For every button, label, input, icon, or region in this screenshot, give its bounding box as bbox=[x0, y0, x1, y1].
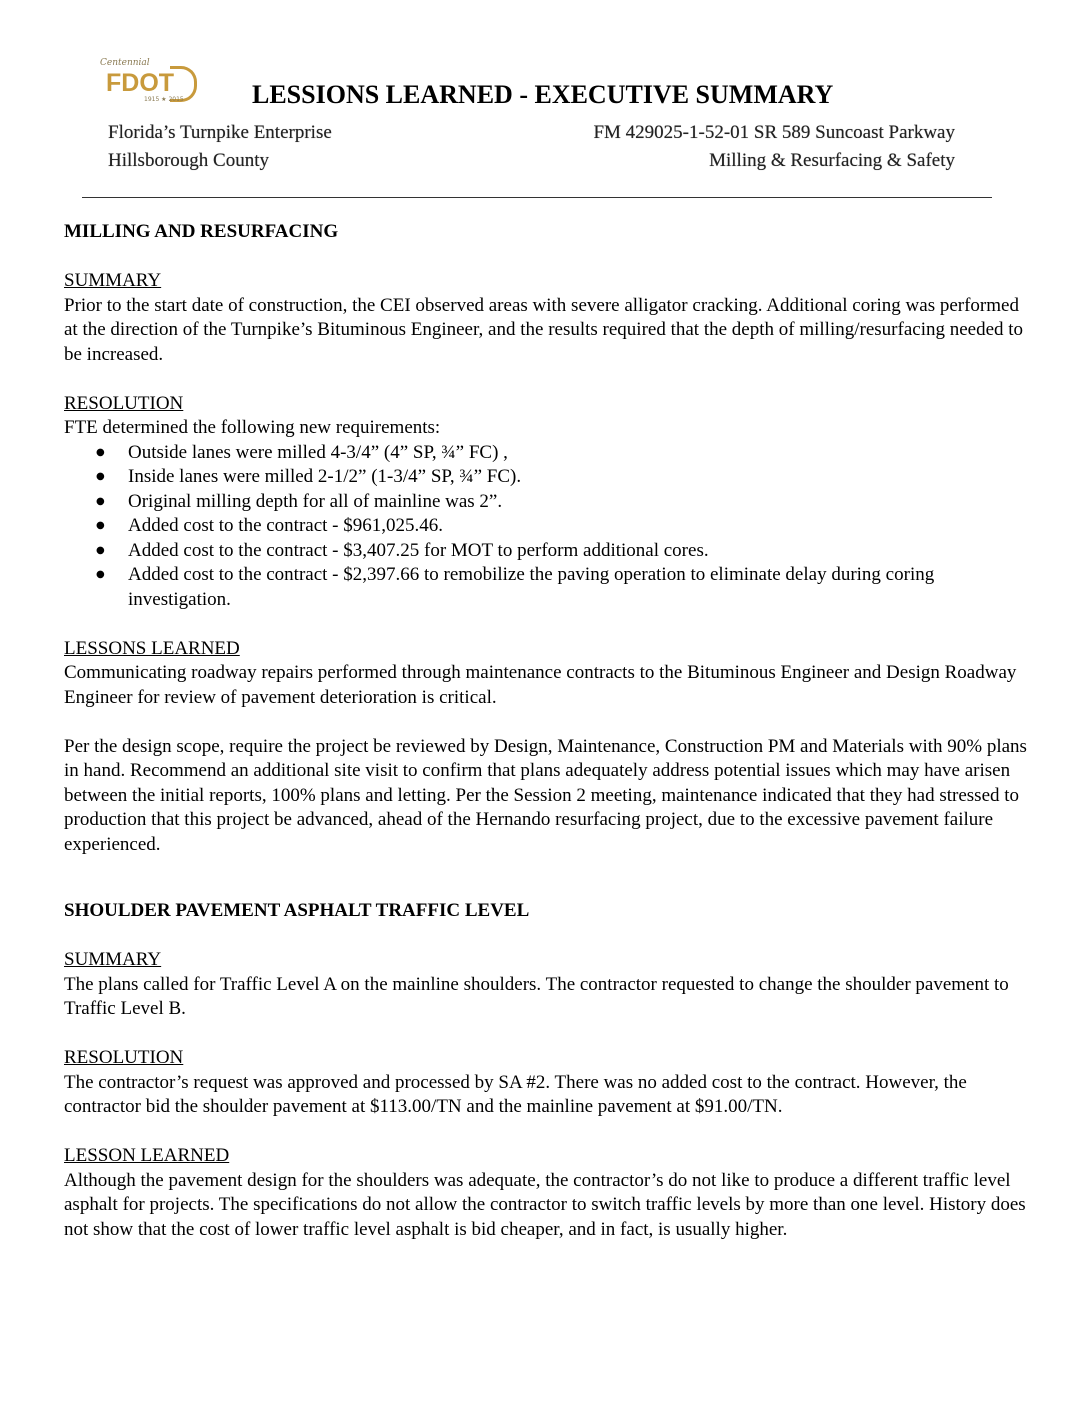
document-title: LESSIONS LEARNED - EXECUTIVE SUMMARY bbox=[252, 80, 834, 109]
section-heading-milling: MILLING AND RESURFACING bbox=[64, 221, 339, 242]
list-item: ● Inside lanes were milled 2-1/2” (1-3/4” SP, ¾” FC). bbox=[64, 465, 1034, 490]
logo-years-text: 1915 ★ 2015 bbox=[144, 96, 184, 103]
summary-text: The plans called for Traffic Level A on the mainline shoulders. The contractor requested to change the shoulder pavement to Traffic Level B. bbox=[64, 973, 1009, 1019]
fdot-centennial-logo bbox=[100, 58, 200, 108]
logo-fdot-text: FDOT bbox=[106, 69, 175, 97]
lessons-learned-label: LESSONS LEARNED bbox=[64, 637, 240, 659]
resolution-label: RESOLUTION bbox=[64, 1047, 184, 1068]
resolution-list bbox=[64, 441, 1034, 613]
section-heading-shoulder: SHOULDER PAVEMENT ASPHALT TRAFFIC LEVEL bbox=[64, 900, 530, 921]
resolution-label: RESOLUTION bbox=[64, 392, 184, 414]
resolution-text: The contractor’s request was approved and processed by SA #2. There was no added cost to the contract. However, the contractor bid the shoulder pavement at $113.00/TN and the mainline pavement at $91.00/TN. bbox=[64, 1071, 967, 1117]
list-item: ● Added cost to the contract - $3,407.25 for MOT to perform additional cores. bbox=[64, 539, 1034, 564]
list-item: ● Added cost to the contract - $2,397.66 to remobilize the paving operation to eliminate delay during coring investigation. bbox=[64, 563, 1034, 612]
lessons-learned-paragraph-2: Per the design scope, require the project be reviewed by Design, Maintenance, Construction PM and Materials with 90% plans in hand. Recommend an additional site visit to confirm that plans adequately address potential issues which may have arisen between the initial reports, 100% plans and letting. Per the Session 2 meeting, maintenance indicated that they had stressed to production that this project be advanced, ahead of the Hernando resurfacing project, due to the excessive pavement failure experienced. bbox=[64, 735, 1027, 855]
lesson-learned-label: LESSON LEARNED bbox=[64, 1145, 230, 1166]
document-body bbox=[64, 220, 1034, 1242]
list-item: ● Added cost to the contract - $961,025.46. bbox=[64, 514, 1034, 539]
header-project-id: FM 429025-1-52-01 SR 589 Suncoast Parkway bbox=[593, 122, 955, 143]
summary-label: SUMMARY bbox=[64, 270, 162, 291]
summary-text: Prior to the start date of construction, the CEI observed areas with severe alligator cracking. Additional coring was performed at the direction of the Turnpike’s Bituminous Engineer, and the results required that the depth of milling/resurfacing needed to be increased. bbox=[64, 294, 1024, 365]
header-county: Hillsborough County bbox=[108, 150, 269, 171]
summary-label: SUMMARY bbox=[64, 949, 162, 970]
resolution-intro: FTE determined the following new requirements: bbox=[64, 417, 441, 438]
header-divider bbox=[82, 197, 992, 198]
list-item: ● Original milling depth for all of mainline was 2”. bbox=[64, 490, 1034, 515]
logo-centennial-text: Centennial bbox=[100, 58, 150, 68]
list-item: ● Outside lanes were milled 4-3/4” (4” SP, ¾” FC) , bbox=[64, 441, 1034, 466]
lesson-learned-text: Although the pavement design for the shoulders was adequate, the contractor’s do not like to produce a different traffic level asphalt for projects. The specifications do not allow the contractor to switch traffic levels by more than one level. History does not show that the cost of lower traffic level asphalt is bid cheaper, and in fact, is usually higher. bbox=[64, 1169, 1026, 1240]
lessons-learned-paragraph-1: Communicating roadway repairs performed through maintenance contracts to the Bituminous Engineer and Design Roadway Engineer for review of pavement deterioration is critical. bbox=[64, 662, 1017, 708]
header-project-type: Milling & Resurfacing & Safety bbox=[709, 150, 955, 171]
header-organization: Florida’s Turnpike Enterprise bbox=[108, 122, 332, 143]
